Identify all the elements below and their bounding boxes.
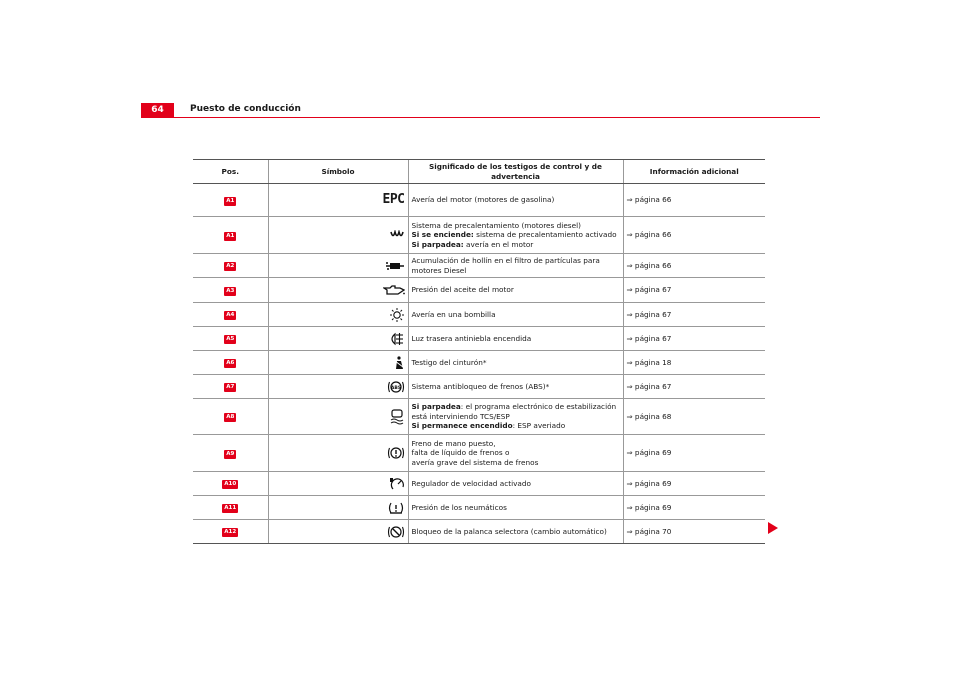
selector-lever-icon bbox=[387, 527, 405, 536]
position-badge: A5 bbox=[226, 336, 235, 342]
position-cell bbox=[193, 375, 268, 399]
symbol-cell bbox=[268, 399, 408, 435]
meaning-text: avería en el motor bbox=[463, 239, 534, 249]
position-badge: A7 bbox=[226, 384, 235, 390]
meaning-line bbox=[412, 334, 620, 344]
header-rule bbox=[141, 117, 820, 118]
meaning-text: Freno de mano puesto, bbox=[411, 438, 496, 448]
meaning-cell bbox=[408, 303, 623, 327]
brake-warning-icon bbox=[387, 448, 405, 457]
position-cell bbox=[193, 399, 268, 435]
table-row bbox=[193, 217, 765, 254]
meaning-label: Si se enciende: bbox=[411, 230, 474, 240]
position-badge: A3 bbox=[226, 287, 235, 294]
page-number: 64 bbox=[141, 103, 174, 117]
meaning-line bbox=[412, 421, 620, 431]
meaning-cell bbox=[408, 520, 623, 544]
meaning-cell bbox=[408, 217, 623, 254]
table-row bbox=[193, 520, 765, 544]
meaning-line bbox=[412, 503, 620, 513]
table-row bbox=[193, 351, 765, 375]
page-reference-link[interactable]: ⇒ página 67 bbox=[623, 278, 765, 303]
meaning-line bbox=[412, 448, 620, 458]
particle-filter-icon bbox=[385, 261, 405, 270]
meaning-line bbox=[412, 479, 620, 489]
meaning-cell bbox=[408, 472, 623, 496]
table-row bbox=[193, 496, 765, 520]
meaning-line bbox=[412, 240, 620, 250]
meaning-line bbox=[412, 310, 620, 320]
symbol-cell bbox=[268, 496, 408, 520]
meaning-line bbox=[412, 458, 620, 468]
position-cell bbox=[193, 472, 268, 496]
symbol-cell bbox=[268, 375, 408, 399]
meaning-text: Presión del aceite del motor bbox=[411, 285, 514, 295]
position-cell bbox=[193, 351, 268, 375]
meaning-cell bbox=[408, 496, 623, 520]
meaning-text: avería grave del sistema de frenos bbox=[411, 457, 539, 467]
next-page-arrow-icon[interactable] bbox=[768, 522, 778, 534]
table-row bbox=[193, 254, 765, 278]
meaning-line bbox=[412, 195, 620, 205]
page-reference-link[interactable]: ⇒ página 66 bbox=[623, 217, 765, 254]
meaning-text: Bloqueo de la palanca selectora (cambio automático) bbox=[411, 526, 607, 536]
page-reference-link[interactable]: ⇒ página 18 bbox=[623, 351, 765, 375]
position-badge: A9 bbox=[226, 450, 235, 457]
table-row bbox=[193, 184, 765, 217]
page-reference-link[interactable]: ⇒ página 69 bbox=[623, 472, 765, 496]
symbol-cell bbox=[268, 217, 408, 254]
table-row bbox=[193, 303, 765, 327]
position-cell bbox=[193, 435, 268, 472]
meaning-cell bbox=[408, 184, 623, 217]
symbol-cell bbox=[268, 351, 408, 375]
meaning-label: Si parpadea: bbox=[411, 239, 464, 249]
position-badge: A4 bbox=[226, 312, 235, 318]
symbol-cell bbox=[268, 278, 408, 303]
meaning-text: : el programa electrónico de estabilización está interviniendo TCS/ESP bbox=[411, 402, 617, 421]
page-reference-link[interactable]: ⇒ página 66 bbox=[623, 184, 765, 217]
position-cell bbox=[193, 254, 268, 278]
meaning-line bbox=[412, 221, 620, 231]
page-reference-link[interactable]: ⇒ página 69 bbox=[623, 496, 765, 520]
meaning-line bbox=[412, 402, 620, 421]
symbol-cell bbox=[268, 327, 408, 351]
position-cell bbox=[193, 520, 268, 544]
esp-icon bbox=[389, 412, 405, 421]
meaning-cell bbox=[408, 399, 623, 435]
symbol-cell bbox=[268, 303, 408, 327]
meaning-text: Avería del motor (motores de gasolina) bbox=[411, 195, 555, 205]
seatbelt-icon bbox=[393, 358, 405, 367]
meaning-line bbox=[412, 439, 620, 449]
position-badge: A2 bbox=[226, 263, 235, 269]
meaning-text: : ESP averiado bbox=[512, 421, 566, 431]
meaning-line bbox=[412, 285, 620, 295]
table-row bbox=[193, 278, 765, 303]
meaning-text: sistema de precalentamiento activado bbox=[473, 230, 617, 240]
page-reference-link[interactable]: ⇒ página 70 bbox=[623, 520, 765, 544]
meaning-text: Acumulación de hollín en el filtro de partículas para motores Diesel bbox=[411, 256, 600, 275]
oil-pressure-icon bbox=[383, 285, 405, 294]
position-cell bbox=[193, 217, 268, 254]
meaning-label: Si permanece encendido bbox=[411, 421, 513, 431]
position-badge: A1 bbox=[226, 232, 235, 239]
column-header-symbol: Símbolo bbox=[268, 160, 408, 184]
position-badge: A10 bbox=[224, 481, 237, 487]
table-row bbox=[193, 472, 765, 496]
position-cell bbox=[193, 184, 268, 217]
column-header-pos: Pos. bbox=[193, 160, 268, 184]
meaning-cell bbox=[408, 278, 623, 303]
meaning-cell bbox=[408, 435, 623, 472]
meaning-line bbox=[412, 358, 620, 368]
page-reference-link[interactable]: ⇒ página 67 bbox=[623, 375, 765, 399]
position-badge: A8 bbox=[226, 414, 235, 420]
symbol-cell bbox=[268, 184, 408, 217]
meaning-text: Luz trasera antiniebla encendida bbox=[411, 333, 532, 343]
meaning-cell bbox=[408, 351, 623, 375]
meaning-line bbox=[412, 382, 620, 392]
table-header-row bbox=[193, 160, 765, 184]
meaning-text: Presión de los neumáticos bbox=[411, 502, 507, 512]
meaning-label: Si parpadea bbox=[411, 402, 461, 412]
symbol-cell bbox=[268, 254, 408, 278]
position-cell bbox=[193, 278, 268, 303]
symbol-cell bbox=[268, 472, 408, 496]
table-row bbox=[193, 435, 765, 472]
table-row bbox=[193, 399, 765, 435]
section-title: Puesto de conducción bbox=[190, 104, 301, 114]
tyre-pressure-icon bbox=[387, 503, 405, 512]
glow-plug-icon bbox=[389, 230, 405, 239]
abs-icon bbox=[387, 382, 405, 391]
meaning-line bbox=[412, 256, 620, 275]
position-badge: A1 bbox=[226, 197, 235, 204]
meaning-text: falta de líquido de frenos o bbox=[411, 448, 510, 458]
cruise-control-icon bbox=[389, 479, 405, 488]
meaning-line bbox=[412, 527, 620, 537]
page-reference-link[interactable]: ⇒ página 67 bbox=[623, 327, 765, 351]
meaning-cell bbox=[408, 375, 623, 399]
meaning-text: Sistema antibloqueo de frenos (ABS)* bbox=[411, 381, 550, 391]
position-cell bbox=[193, 327, 268, 351]
page-reference-link[interactable]: ⇒ página 69 bbox=[623, 435, 765, 472]
table-row bbox=[193, 327, 765, 351]
page-reference-link[interactable]: ⇒ página 66 bbox=[623, 254, 765, 278]
page-reference-link[interactable]: ⇒ página 67 bbox=[623, 303, 765, 327]
column-header-info: Información adicional bbox=[623, 160, 765, 184]
warning-lights-table bbox=[193, 159, 765, 544]
meaning-text: Avería en una bombilla bbox=[411, 309, 496, 319]
position-badge: A12 bbox=[224, 529, 237, 535]
symbol-cell bbox=[268, 435, 408, 472]
page-reference-link[interactable]: ⇒ página 68 bbox=[623, 399, 765, 435]
table-row bbox=[193, 375, 765, 399]
bulb-icon bbox=[389, 310, 405, 319]
meaning-line bbox=[412, 230, 620, 240]
position-badge: A6 bbox=[226, 360, 235, 366]
position-cell bbox=[193, 303, 268, 327]
position-badge: A11 bbox=[224, 505, 237, 511]
meaning-text: Testigo del cinturón* bbox=[411, 357, 487, 367]
column-header-meaning: Significado de los testigos de control y de advertencia bbox=[408, 160, 623, 184]
symbol-cell bbox=[268, 520, 408, 544]
epc-icon: EPC bbox=[382, 191, 405, 207]
position-cell bbox=[193, 496, 268, 520]
svg-text:ABS: ABS bbox=[390, 385, 401, 391]
meaning-cell bbox=[408, 327, 623, 351]
meaning-cell bbox=[408, 254, 623, 278]
meaning-text: Regulador de velocidad activado bbox=[411, 478, 531, 488]
meaning-text: Sistema de precalentamiento (motores diesel) bbox=[411, 220, 581, 230]
rear-fog-icon bbox=[387, 334, 405, 343]
